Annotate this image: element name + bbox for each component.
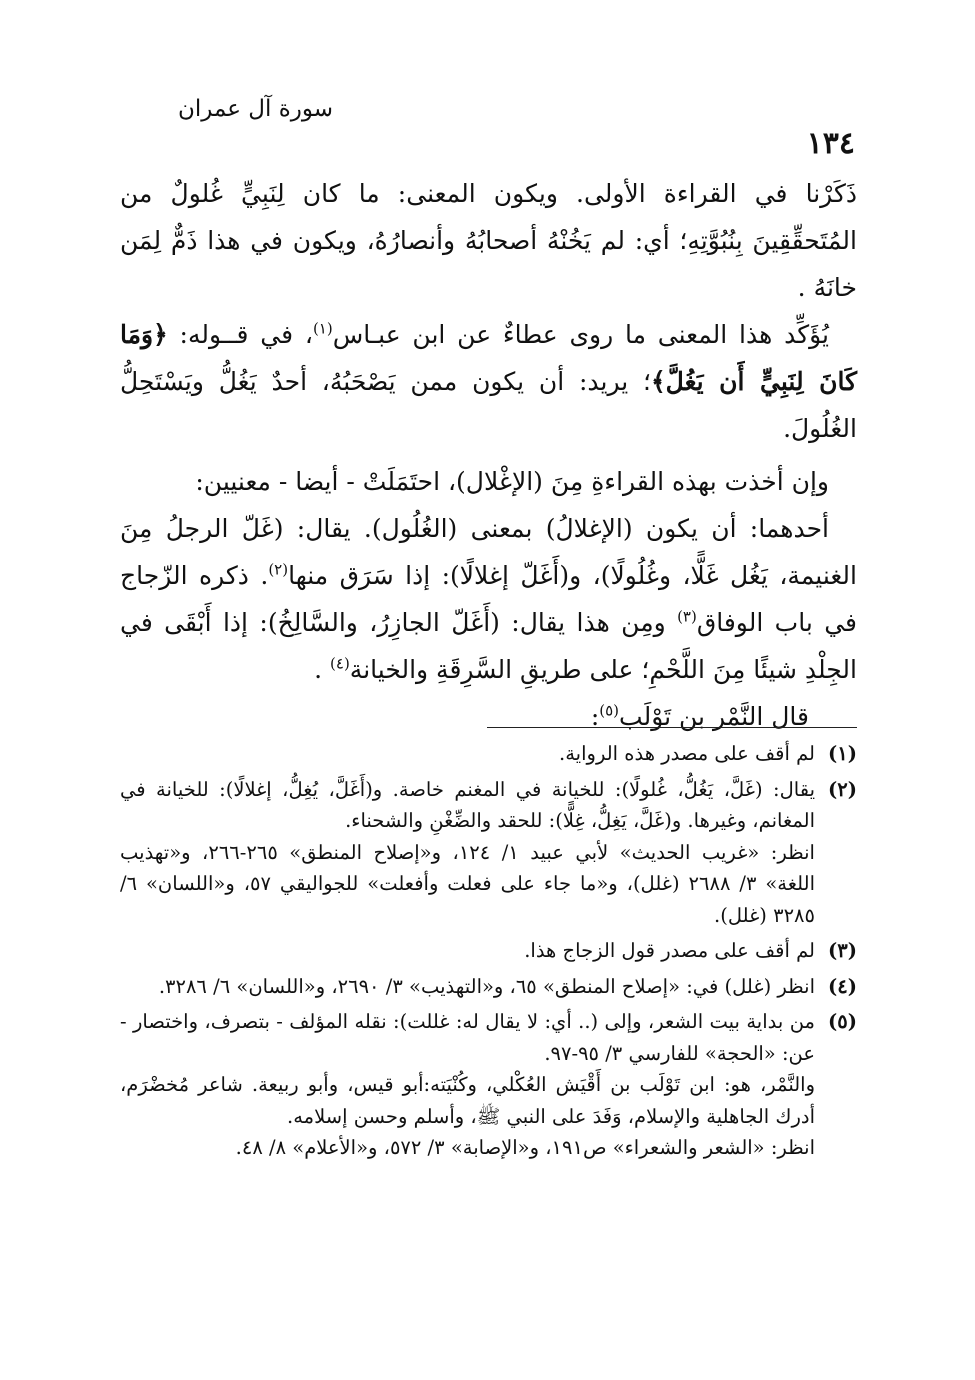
footnote-number: (٢) [828, 777, 857, 801]
poem-intro-end: : [590, 702, 600, 731]
footnote-line: يقال: (غَلَّ، يَغُلُّ، غُلولًا): للخيانة في المغنم خاصة. و(أَغَلَّ، يُغِلُّ، إغلالًا): للخيانة في المغانم، وغيرها. و(غَلَّ، يَغِلُّ، غِلًّا): للحقد والضِّغْنِ والشحناء. [120, 777, 815, 832]
footnote-5 [120, 1006, 857, 1164]
paragraph-4-d: . [314, 655, 331, 684]
poem-intro [120, 693, 857, 740]
footnote-line: من بداية بيت الشعر، وإلى (.. أي: لا يقال له: غللت): نقله المؤلف - بتصرف، واختصار - عن: «الحجة» للفارسي ٣/ ٩٥-٩٧. [120, 1010, 815, 1065]
footnote-line: لم أقف على مصدر قول الزجاج هذا. [524, 939, 815, 962]
main-text [120, 170, 857, 740]
footnote-number: (٥) [828, 1010, 857, 1033]
paragraph-2-text: يُؤَكِّد هذا المعنى ما روى عطاءٌ عن ابن عبـاس [332, 320, 829, 349]
footnote-number: (١) [828, 742, 857, 765]
paragraph-4-a: أحدهما: أن يكون (الإغلالُ) بمعنى (الغُلُول). يقال: (غَلّ الرجلُ مِنَ الغنيمة، يَغُل غَلًّا، وغُلُولًا)، و(أَغَلّ إغلالًا): إذا سَرَق منها [120, 514, 857, 590]
paragraph-2-cont: ، في قــوله: [179, 320, 313, 349]
footnote-ref-3[interactable]: (٣) [677, 607, 697, 626]
footnote-body [120, 971, 815, 1003]
footnote-ref-2[interactable]: (٢) [268, 560, 289, 579]
paragraph-2 [120, 311, 857, 452]
footnote-body [120, 738, 815, 770]
footnote-number: (٣) [828, 939, 857, 962]
footnote-4 [120, 971, 857, 1003]
footnote-number: (٤) [828, 974, 857, 998]
paragraph-3: وإن أخذت بهذه القراءةِ مِنَ (الإغْلال)، احتَمَلَتْ - أيضا - معنيين: [195, 467, 829, 496]
paragraph-4-b: . ذكره الزّجاج في باب الوفاق [120, 561, 857, 637]
poem-intro-text: قال النَّمْر بن تَوْلَب [619, 702, 809, 731]
paragraph-4-c: ومِن هذا يقال: (أَغَلّ الجازِرُ، والسَّالِخُ): إذا أَبْقَى في الجِلْدِ شيئًا مِنَ اللَّحْمِ؛ على طريقِ السَّرِقَةِ والخيانة [120, 608, 857, 684]
surah-title: سورة آل عمران [178, 96, 334, 122]
footnote-line: انظر: «الشعر والشعراء» ص١٩١، و«الإصابة» ٣/ ٥٧٢، و«الأعلام» ٨/ ٤٨. [235, 1136, 815, 1159]
quran-verse: ﴿وَمَا كَانَ لِنَبِيٍّ أَن يَغُلَّ﴾ [120, 320, 858, 396]
footnote-2 [120, 774, 857, 932]
footnote-ref-5[interactable]: (٥) [599, 701, 620, 720]
footnote-separator [487, 727, 857, 728]
footnote-body [120, 1006, 815, 1164]
footnote-body [120, 774, 815, 932]
footnotes [120, 738, 857, 1168]
footnote-line: انظر: «غريب الحديث» لأبي عبيد ١/ ١٢٤، و«إصلاح المنطق» ٢٦٥-٢٦٦، و«تهذيب اللغة» ٣/ ٢٦٨٨ (غلل)، و«ما جاء على فعلت وأفعلت» للجواليقي ٥٧، و«اللسان» ٦/ ٣٢٨٥ (غلل). [120, 840, 815, 927]
page-number: ١٣٤ [806, 126, 855, 161]
footnote-line: لم أقف على مصدر هذه الرواية. [559, 742, 815, 765]
footnote-1 [120, 738, 857, 770]
footnote-line: انظر (غلل) في: «إصلاح المنطق» ٦٥، و«التهذيب» ٣/ ٢٦٩٠، و«اللسان» ٦/ ٣٢٨٦. [158, 974, 815, 998]
footnote-line: والنَّمْر، هو: ابن تَوْلَب بن أَقْيَش العُكْلي، وكُنْيَته:أبو قيس، وأبو ربيعة. شاعر مُخضْرَم، أدرك الجاهلية والإسلام، وَفَدَ على النبي ﷺ، وأسلم وحسن إسلامه. [120, 1073, 815, 1128]
paragraph-4 [120, 505, 857, 693]
running-header [140, 96, 855, 161]
footnote-ref-4[interactable]: (٤) [330, 654, 350, 673]
footnote-body [120, 935, 815, 967]
footnote-3 [120, 935, 857, 967]
footnote-ref-1[interactable]: (١) [312, 319, 333, 338]
paragraph-1: ذَكَرْنا في القراءة الأولى. ويكون المعنى: ما كان لِنَبِيٍّ غُلولٌ من المُتَحقِّقِينَ بِنُبُوَّتِهِ؛ أي: لم يَخُنْهُ أصحابُهُ وأنصارُهُ، ويكون في هذا ذَمٌّ لِمَن خانَهُ . [120, 179, 857, 302]
paragraph-2-rest: ؛ يريد: أن يكون ممن يَصْحَبُهُ، أحدٌ يَغُلُّ ويَسْتَحِلُّ الغُلُولَ. [120, 367, 857, 443]
